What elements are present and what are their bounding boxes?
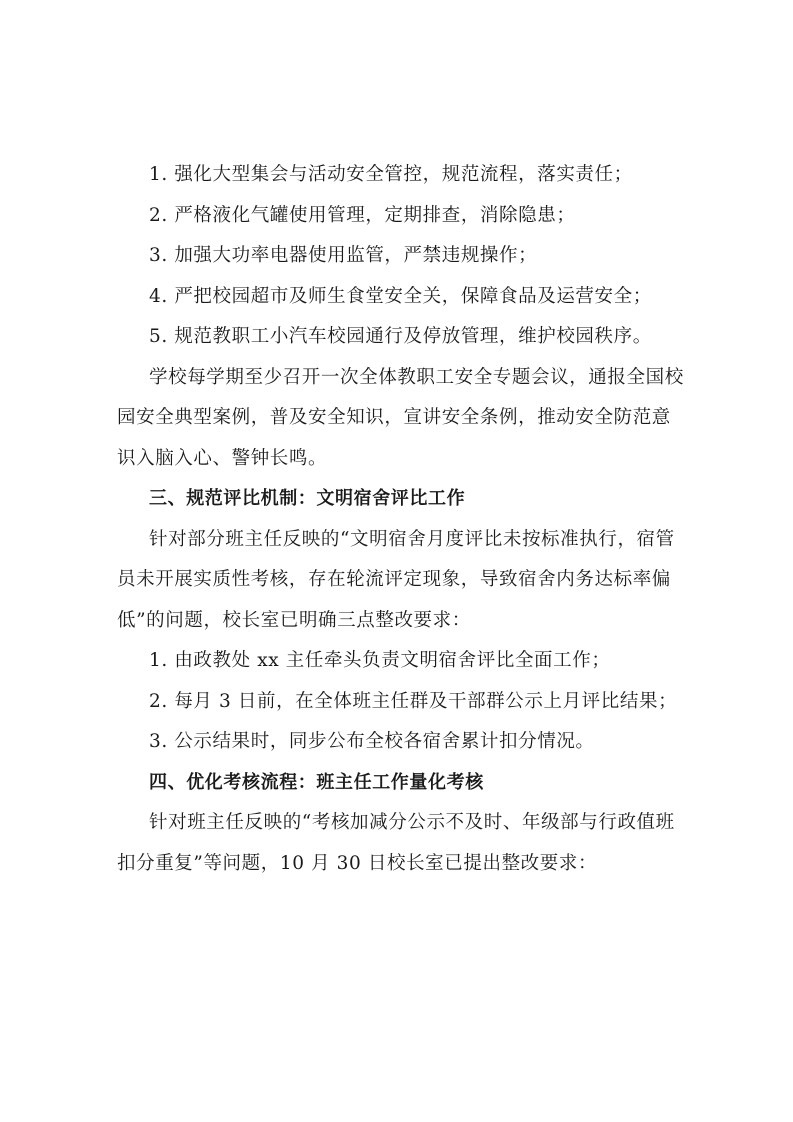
list-item: 2. 每月 3 日前，在全体班主任群及干部群公示上月评比结果； [149,690,678,712]
section-heading: 四、优化考核流程：班主任工作量化考核 [149,771,484,793]
body-paragraph: 学校每学期至少召开一次全体教职工安全专题会议，通报全国校园安全典型案例，普及安全知识，宣讲安全条例，推动安全防范意识入脑入心、警钟长鸣。 [117,366,684,469]
list-item: 1. 由政教处 xx 主任牵头负责文明宿舍评比全面工作； [149,650,611,671]
body-paragraph: 针对部分班主任反映的“文明宿舍月度评比未按标准执行，宿管员未开展实质性考核，存在轮流评定现象，导致宿舍内务达标率偏低”的问题，校长室已明确三点整改要求： [117,528,675,631]
list-item: 2. 严格液化气罐使用管理，定期排查，消除隐患； [149,204,576,226]
list-item: 1. 强化大型集会与活动安全管控，规范流程，落实责任； [149,164,633,185]
list-item: 3. 加强大功率电器使用监管，严禁违规操作； [149,245,538,266]
document-body [117,155,687,884]
list-item: 5. 规范教职工小汽车校园通行及停放管理，维护校园秩序。 [149,326,652,347]
section-heading: 三、规范评比机制：文明宿舍评比工作 [149,488,466,509]
list-item: 3. 公示结果时，同步公布全校各宿舍累计扣分情况。 [149,731,595,752]
body-paragraph: 针对班主任反映的“考核加减分公示不及时、年级部与行政值班扣分重复”等问题，10 月 30 日校长室已提出整改要求： [117,812,675,874]
list-item: 4. 严把校园超市及师生食堂安全关，保障食品及运营安全； [149,285,652,307]
